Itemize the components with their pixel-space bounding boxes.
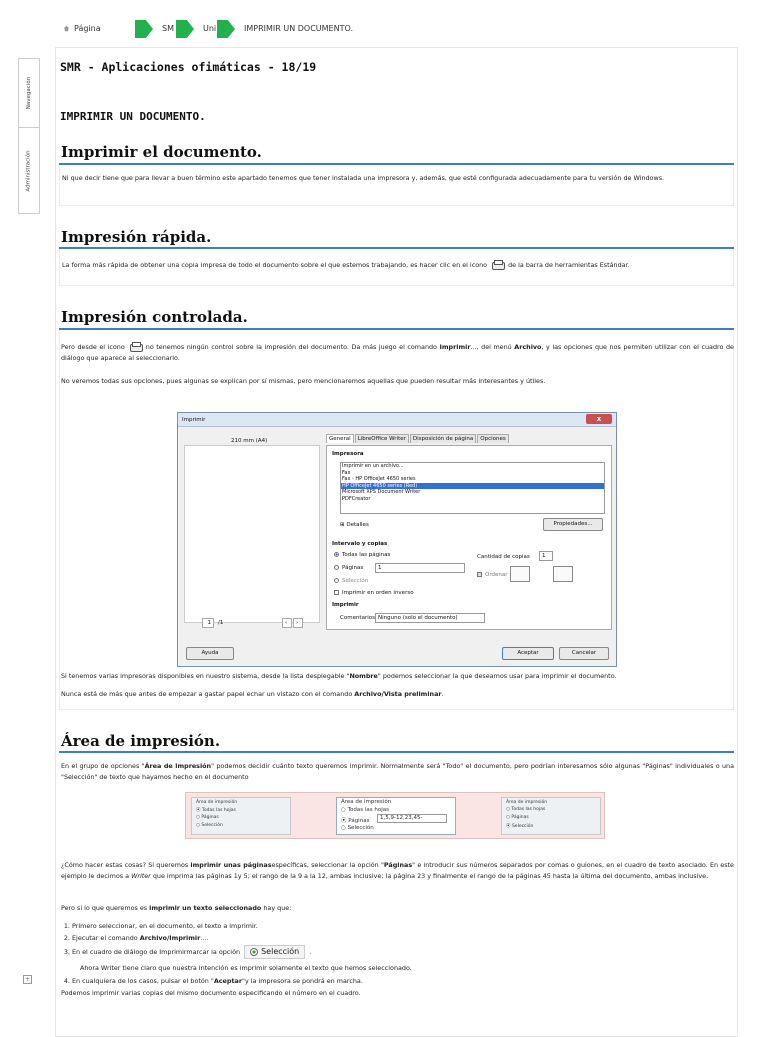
list-item: 1. Primero seleccionar, en el documento, el texto a imprimir.	[72, 921, 734, 933]
all-pages-label: Todas las páginas	[342, 552, 391, 558]
dialog-tabs	[326, 434, 510, 443]
page-preview	[184, 445, 320, 623]
text: ¿Cómo hacer estas cosas? Si queremos	[61, 861, 189, 869]
selection-label: Selección	[261, 947, 300, 956]
collate-checkbox	[477, 572, 508, 578]
text: hay que:	[263, 904, 292, 912]
option-label: Selección	[347, 825, 374, 831]
copies-label: Cantidad de copias	[477, 554, 530, 560]
collate-preview-icon	[553, 566, 573, 582]
option: ⦿ Selección	[506, 824, 534, 829]
menu-name: Archivo	[514, 343, 542, 351]
paragraph	[62, 260, 731, 271]
course-title: SMR - Aplicaciones ofimáticas - 18/19	[60, 60, 317, 74]
pages-radio	[334, 565, 363, 571]
radio-icon	[250, 948, 258, 956]
option-label: Todas las hojas	[201, 808, 236, 813]
breadcrumb-sm[interactable]: SM	[162, 24, 174, 33]
tab-writer: LibreOffice Writer	[355, 434, 409, 443]
emphasis: imprimir unas páginas	[190, 861, 272, 869]
option-label: Páginas	[511, 815, 529, 820]
paragraph: Ni que decir tiene que para llevar a buen término este apartado tenemos que tener instalada una impresora y, además, que esté configurada adecuadamente para tu versión de Windows.	[62, 174, 665, 182]
paragraph	[61, 671, 734, 682]
printer-section-title: Impresora	[332, 451, 364, 457]
section-imprimir	[59, 165, 734, 206]
text: .	[441, 690, 444, 698]
page-title: IMPRIMIR UN DOCUMENTO.	[60, 110, 206, 123]
prev-page-icon: ‹	[282, 618, 292, 628]
printer-option-selected: HP OfficeJet 4650 series (Red)	[341, 483, 604, 490]
list-item	[72, 944, 734, 976]
dialog-titlebar	[178, 413, 616, 427]
comments-label: Comentarios	[340, 615, 375, 621]
dialog-general-pane	[326, 445, 612, 630]
text: En el grupo de opciones "	[61, 762, 145, 770]
side-panel	[18, 58, 40, 214]
text: En cualquiera de los casos, pulsar el botón "	[72, 977, 214, 985]
button-name: Aceptar	[213, 977, 242, 985]
text: Ejecutar el comando	[72, 933, 138, 942]
pages-input: 1,5,9-12,23,45-	[377, 814, 447, 823]
paragraph	[61, 860, 734, 882]
printer-option: PDFCreator	[342, 495, 371, 502]
close-icon: x	[586, 414, 612, 424]
command-name: Imprimir	[439, 343, 471, 351]
paragraph	[61, 761, 734, 783]
pane-title: Área de impresión	[196, 800, 238, 805]
list-item	[72, 933, 734, 945]
copies-input: 1	[539, 551, 553, 561]
collate-preview-icon	[510, 566, 530, 582]
pages-input: 1	[375, 563, 465, 573]
option-name: Páginas	[383, 861, 413, 869]
selection-label: Selección	[342, 578, 369, 584]
pages-label: Páginas	[342, 565, 364, 571]
text: La forma más rápida de obtener una copia impresa de todo el documento sobre el que estemos trabajando, es hacer clic en el icono	[62, 261, 488, 269]
text: .	[309, 948, 312, 956]
option-label: Selección	[511, 824, 534, 829]
heading-rule	[59, 751, 734, 753]
option: ○ Todas las hojas	[506, 807, 546, 812]
breadcrumb	[55, 20, 755, 38]
text: que imprima las páginas 1y 5; el rango de la 9 a la 12, ambas inclusive; la página 23 y finalmente el rango de la páginas 45 hasta la última del documento, ambas inclusive.	[152, 872, 709, 880]
breadcrumb-uni[interactable]: Uni	[203, 24, 217, 33]
breadcrumb-current: IMPRIMIR UN DOCUMENTO.	[244, 24, 353, 33]
text: "y la impresora se pondrá en marcha.	[242, 977, 363, 985]
breadcrumb-page[interactable]: Página	[74, 24, 101, 33]
details-expander	[340, 522, 369, 528]
tab-administration-label: Administración	[26, 150, 32, 192]
breadcrumb-separator-icon	[176, 20, 194, 38]
printer-option: Microsoft XPS Document Writer	[342, 489, 421, 495]
all-pages-radio	[334, 552, 390, 558]
breadcrumb-home[interactable]	[63, 24, 101, 33]
printer-icon	[491, 260, 504, 270]
paragraph	[61, 903, 734, 914]
ok-button: Aceptar	[502, 647, 554, 660]
details-label: Detalles	[346, 522, 369, 528]
reverse-checkbox	[334, 590, 414, 596]
pane-title: Área de impresión	[341, 799, 392, 805]
text: Nunca está de más que antes de empezar a gastar papel echar un vistazo con el comando	[61, 690, 353, 698]
option: ⦿ Páginas	[341, 818, 370, 824]
selection-radio	[334, 578, 368, 584]
option: ○ Selección	[196, 823, 223, 828]
option: ○ Selección	[341, 825, 374, 831]
text: no tenemos ningún control sobre la impresión del documento. Da más juego el comando	[145, 343, 437, 351]
paragraph: No veremos todas sus opciones, pues algunas se explican por sí mismas, pero mencionaremos aquellas que pueden resultar más interesantes y útiles.	[61, 377, 546, 385]
cancel-button: Cancelar	[559, 647, 609, 660]
list-item	[72, 976, 734, 988]
option-label: Páginas	[348, 818, 370, 824]
range-section-title: Intervalo y copias	[332, 541, 388, 547]
print-area-pane	[501, 797, 601, 835]
tab-administration[interactable]	[19, 128, 39, 214]
home-icon	[63, 25, 70, 32]
option-label: Selección	[201, 823, 223, 828]
dialog-title: Imprimir	[182, 417, 206, 423]
option-name: Área de impresión	[144, 762, 212, 770]
properties-button: Propiedades...	[543, 518, 603, 531]
printer-option: Imprimir en un archivo...	[342, 463, 404, 469]
text: Pero desde el icono	[61, 343, 125, 351]
collate-label: Ordenar	[485, 572, 508, 578]
text: Si tenemos varias impresoras disponibles en nuestro sistema, desde la lista desplegable "	[61, 672, 350, 680]
tab-navigation-label: Navegación	[26, 76, 33, 110]
heading-rapida: Impresión rápida.	[61, 228, 212, 246]
page-total: /1	[218, 620, 224, 626]
paragraph: Podemos imprimir varias copias del mismo documento especificando el número en el cuadro.	[61, 989, 361, 997]
comments-select: Ninguno (solo el documento)	[375, 613, 485, 623]
text: " podemos decidir cuánto texto queremos imprimir. Normalmente será "Todo" el documento, pero podrían interesarnos sólo algunas "Páginas" individuales o una "Selección" de texto que hayamos hecho en el documento	[61, 762, 734, 781]
main-content	[55, 47, 738, 1037]
breadcrumb-separator-icon	[135, 20, 153, 38]
heading-controlada: Impresión controlada.	[61, 308, 248, 326]
page-width-label: 210 mm (A4)	[231, 438, 268, 444]
command-name: Archivo/Imprimir	[139, 933, 201, 942]
text: ..., del menú	[470, 343, 512, 351]
print-area-image	[185, 792, 605, 839]
emphasis: imprimir un texto seleccionado	[149, 904, 262, 912]
text: ....	[200, 933, 209, 942]
steps-list	[61, 921, 734, 988]
expand-icon: ⊞	[340, 522, 347, 528]
print-area-pane	[191, 797, 291, 835]
app-name: Writer	[131, 872, 151, 880]
expand-icon[interactable]: +	[24, 976, 31, 983]
option: ⦿ Todas las hojas	[196, 808, 236, 813]
tab-general: General	[326, 434, 354, 443]
option: ○ Páginas	[196, 815, 219, 820]
text: " podemos seleccionar la que deseamos usar para imprimir el documento.	[377, 672, 617, 680]
text: , y las opciones que nos permiten utilizar con el cuadro de diálogo que aparece al seleccionarlo.	[61, 343, 734, 362]
print-area-pane	[336, 797, 456, 835]
paragraph	[61, 689, 734, 700]
tab-options: Opciones	[477, 434, 508, 443]
breadcrumb-separator-icon	[217, 20, 235, 38]
option-label: Páginas	[201, 815, 219, 820]
heading-area: Área de impresión.	[61, 732, 221, 750]
help-button: Ayuda	[186, 647, 234, 660]
text: Ahora Writer tiene claro que nuestra intención es imprimir solamente el texto que hemos seleccionado.	[80, 964, 412, 972]
text: específicas, seleccionar la opción "	[271, 861, 384, 869]
print-section-title: Imprimir	[332, 602, 359, 608]
text: " e introducir sus números separados por comas o guiones, en el cuadro de texto asociado. En este ejemplo le decimos a	[61, 861, 734, 880]
reverse-label: Imprimir en orden inverso	[342, 590, 414, 596]
field-name: Nombre	[349, 672, 378, 680]
option-label: Todas las hojas	[347, 807, 389, 813]
tab-navigation[interactable]	[19, 59, 39, 127]
heading-imprimir: Imprimir el documento.	[61, 143, 262, 161]
option: ○ Todas las hojas	[341, 807, 389, 813]
printer-option: Fax	[342, 469, 351, 476]
text: Pero si lo que queremos es	[61, 904, 148, 912]
pane-title: Área de impresión	[506, 800, 548, 805]
option-label: Todas las hojas	[511, 807, 546, 812]
next-page-icon: ›	[293, 618, 303, 628]
print-dialog-image	[177, 412, 617, 667]
command-name: Archivo/Vista preliminar	[354, 690, 442, 698]
printer-option: Fax - HP OfficeJet 4650 series	[342, 476, 416, 482]
text: de la barra de herramientas Estándar.	[508, 261, 630, 269]
printer-icon	[129, 342, 142, 352]
paragraph	[61, 342, 734, 364]
text: En el cuadro de diálogo de Imprimirmarcar la opción	[72, 948, 241, 956]
tab-layout: Disposición de página	[410, 434, 476, 443]
option: ○ Páginas	[506, 815, 529, 820]
selection-option-image	[244, 945, 305, 959]
section-rapida	[59, 249, 734, 286]
printer-list	[340, 462, 605, 514]
page-number: 1	[202, 618, 214, 628]
